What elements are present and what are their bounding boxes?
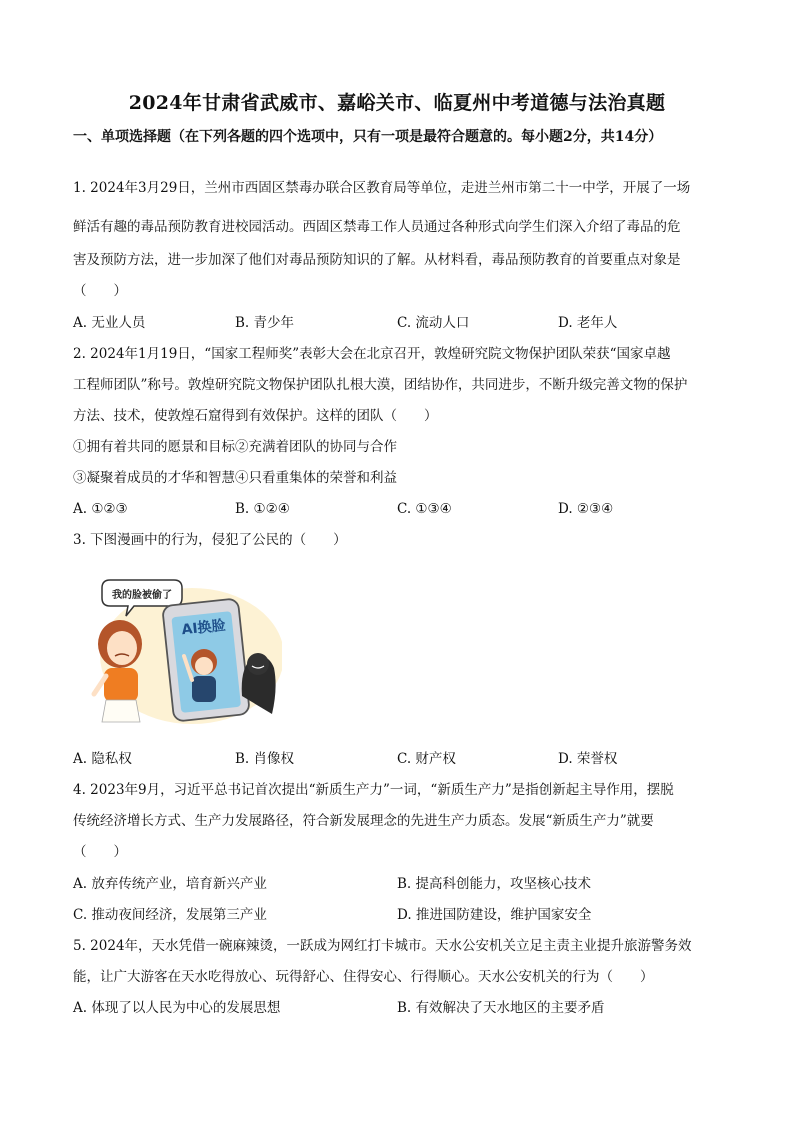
q5-option-b[interactable]: B. 有效解决了天水地区的主要矛盾 <box>397 1000 605 1016</box>
exam-title: 2024年甘肃省武威市、嘉峪关市、临夏州中考道德与法治真题 <box>128 92 666 114</box>
q3-option-b[interactable]: B. 肖像权 <box>235 751 295 767</box>
q2-line-1: 2. 2024年1月19日，“国家工程师奖”表彰大会在北京召开，敦煌研究院文物保护团队荣获“国家卓越 <box>73 346 671 362</box>
q4-line-1: 4. 2023年9月，习近平总书记首次提出“新质生产力”一词，“新质生产力”是指创新起主导作用，摆脱 <box>73 782 674 798</box>
q2-option-c[interactable]: C. ①③④ <box>397 501 452 517</box>
woman-figure <box>94 620 142 722</box>
q4-line-2: 传统经济增长方式、生产力发展路径，符合新发展理念的先进生产力质态。发展“新质生产力”就要 <box>73 813 654 829</box>
q4-option-b[interactable]: B. 提高科创能力，攻坚核心技术 <box>397 876 592 892</box>
q4-option-d[interactable]: D. 推进国防建设，维护国家安全 <box>397 907 592 923</box>
q1-option-b[interactable]: B. 青少年 <box>235 315 295 331</box>
q4-line-3: （ ） <box>73 844 127 860</box>
phone-icon <box>162 598 250 721</box>
q4-option-c[interactable]: C. 推动夜间经济，发展第三产业 <box>73 907 267 923</box>
q3-option-a[interactable]: A. 隐私权 <box>73 751 132 767</box>
q1-line-3: 害及预防方法，进一步加深了他们对毒品预防知识的了解。从材料看，毒品预防教育的首要重点对象是 <box>73 252 681 268</box>
q1-option-d[interactable]: D. 老年人 <box>558 315 618 331</box>
q3-line-1: 3. 下图漫画中的行为，侵犯了公民的（ ） <box>73 532 347 548</box>
q1-option-a[interactable]: A. 无业人员 <box>73 315 146 331</box>
q1-option-c[interactable]: C. 流动人口 <box>397 315 470 331</box>
q5-option-a[interactable]: A. 体现了以人民为中心的发展思想 <box>73 1000 281 1016</box>
bubble-text: 我的脸被偷了 <box>112 590 172 601</box>
q5-line-1: 5. 2024年，天水凭借一碗麻辣烫，一跃成为网红打卡城市。天水公安机关立足主责主业提升旅游警务效 <box>73 938 692 954</box>
q1-line-1: 1. 2024年3月29日，兰州市西固区禁毒办联合区教育局等单位，走进兰州市第二十一中学，开展了一场 <box>73 180 691 196</box>
q5-line-2: 能，让广大游客在天水吃得放心、玩得舒心、住得安心、行得顺心。天水公安机关的行为（ ） <box>73 969 654 985</box>
q2-option-d[interactable]: D. ②③④ <box>558 501 614 517</box>
q2-option-a[interactable]: A. ①②③ <box>73 501 128 517</box>
q2-line-3: 方法、技术，使敦煌石窟得到有效保护。这样的团队（ ） <box>73 408 438 424</box>
q1-line-4: （ ） <box>73 283 127 299</box>
q4-option-a[interactable]: A. 放弃传统产业，培育新兴产业 <box>73 876 267 892</box>
phone-caption: AI换脸 <box>180 617 227 639</box>
q2-line-5: ③凝聚着成员的才华和智慧④只看重集体的荣誉和利益 <box>73 470 397 486</box>
q2-option-b[interactable]: B. ①②④ <box>235 501 290 517</box>
q1-line-2: 鲜活有趣的毒品预防教育进校园活动。西固区禁毒工作人员通过各种形式向学生们深入介绍了毒品的危 <box>73 219 681 235</box>
section-heading: 一、单项选择题（在下列各题的四个选项中，只有一项是最符合题意的。每小题2分，共14分） <box>73 129 663 145</box>
q3-option-c[interactable]: C. 财产权 <box>397 751 456 767</box>
q3-option-d[interactable]: D. 荣誉权 <box>558 751 618 767</box>
q2-line-4: ①拥有着共同的愿景和目标②充满着团队的协同与合作 <box>73 439 397 455</box>
q2-line-2: 工程师团队”称号。敦煌研究院文物保护团队扎根大漠，团结协作，共同进步，不断升级完善文物的保护 <box>73 377 688 393</box>
ai-face-swap-cartoon <box>82 576 282 726</box>
